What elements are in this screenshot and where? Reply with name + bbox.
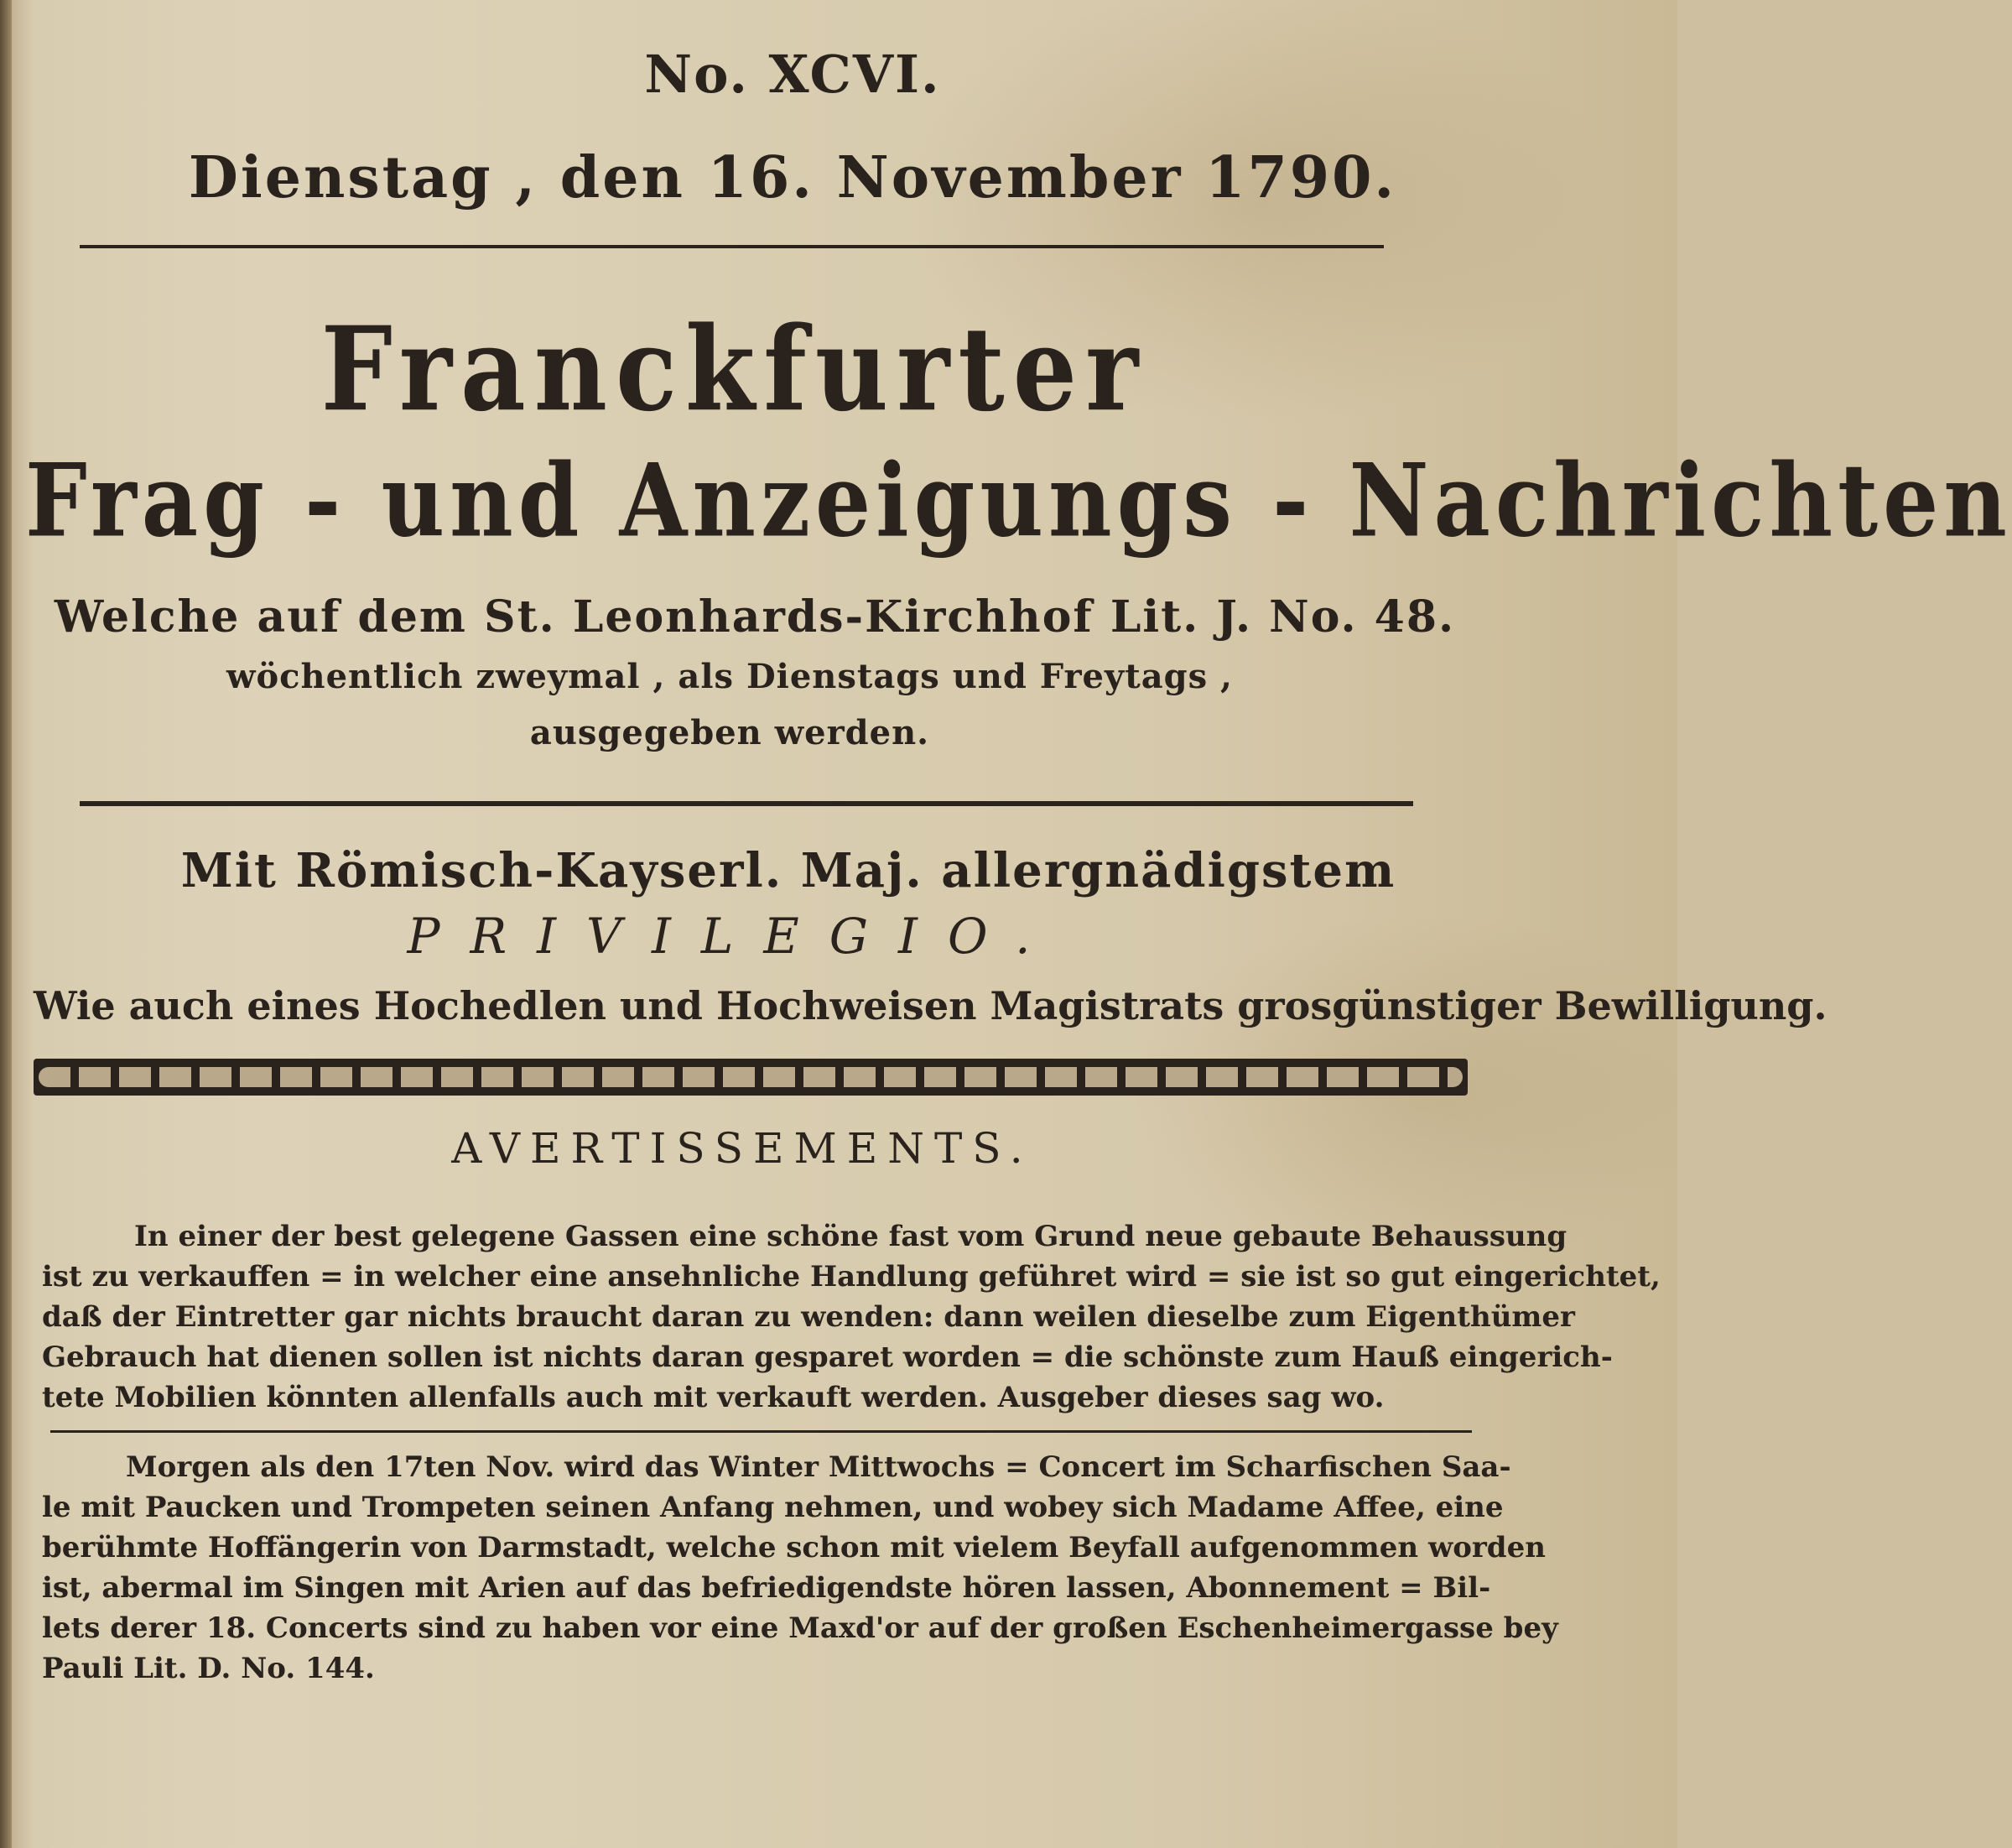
ad-line: ist, abermal im Singen mit Arien auf das befriedigendste hören lassen, Abonnement = Bil-	[42, 1571, 1491, 1605]
ad-line: In einer der best gelegene Gassen eine schöne fast vom Grund neue gebaute Behaussung	[134, 1220, 1567, 1253]
advertisement-house-sale	[42, 1216, 1661, 1418]
masthead-published: ausgegeben werden.	[529, 713, 930, 752]
header-divider	[80, 245, 1384, 248]
masthead-title-line1: Franckfurter	[320, 301, 1147, 438]
masthead-address: Welche auf dem St. Leonhards-Kirchhof Lit. J. No. 48.	[54, 591, 1456, 643]
advertisement-divider	[50, 1430, 1472, 1433]
ad-line: Pauli Lit. D. No. 144.	[42, 1652, 375, 1685]
section-heading: AVERTISSEMENTS.	[451, 1124, 1033, 1173]
masthead-title-line2: Frag - und Anzeigungs - Nachrichten	[25, 440, 2012, 560]
privilege-line2: PRIVILEGIO.	[407, 908, 1061, 965]
ad-line: berühmte Hoffängerin von Darmstadt, welche schon mit vielem Beyfall aufgenommen worden	[42, 1531, 1546, 1564]
ad-line: le mit Paucken und Trompeten seinen Anfang nehmen, und wobey sich Madame Affee, eine	[42, 1491, 1504, 1524]
ad-line: daß der Eintretter gar nichts braucht daran zu wenden: dann weilen dieselbe zum Eigenthümer	[42, 1300, 1575, 1334]
chain-links	[39, 1067, 1463, 1087]
advertisement-concert	[42, 1447, 1558, 1689]
issue-number: No. XCVI.	[644, 44, 941, 105]
privilege-line1: Mit Römisch-Kayserl. Maj. allergnädigstem	[180, 843, 1396, 898]
ad-line: Gebrauch hat dienen sollen ist nichts daran gesparet worden = die schönste zum Hauß eingerich-	[42, 1340, 1613, 1374]
issue-date: Dienstag , den 16. November 1790.	[188, 144, 1397, 211]
masthead-divider	[80, 801, 1413, 806]
privilege-line3: Wie auch eines Hochedlen und Hochweisen Magistrats grosgünstiger Bewilligung.	[34, 983, 1827, 1028]
ad-line: tete Mobilien könnten allenfalls auch mit verkauft werden. Ausgeber dieses sag wo.	[42, 1381, 1385, 1414]
ad-line: ist zu verkauffen = in welcher eine ansehnliche Handlung geführet wird = sie ist so gut eingerichtet,	[42, 1260, 1661, 1294]
ornamental-chain-border	[34, 1059, 1468, 1096]
ad-line: Morgen als den 17ten Nov. wird das Winter Mittwochs = Concert im Scharfischen Saa-	[126, 1450, 1511, 1484]
masthead-frequency: wöchentlich zweymal , als Dienstags und Freytags ,	[226, 657, 1233, 696]
ad-line: lets derer 18. Concerts sind zu haben vor eine Maxd'or auf der großen Eschenheimergasse bey	[42, 1611, 1558, 1645]
